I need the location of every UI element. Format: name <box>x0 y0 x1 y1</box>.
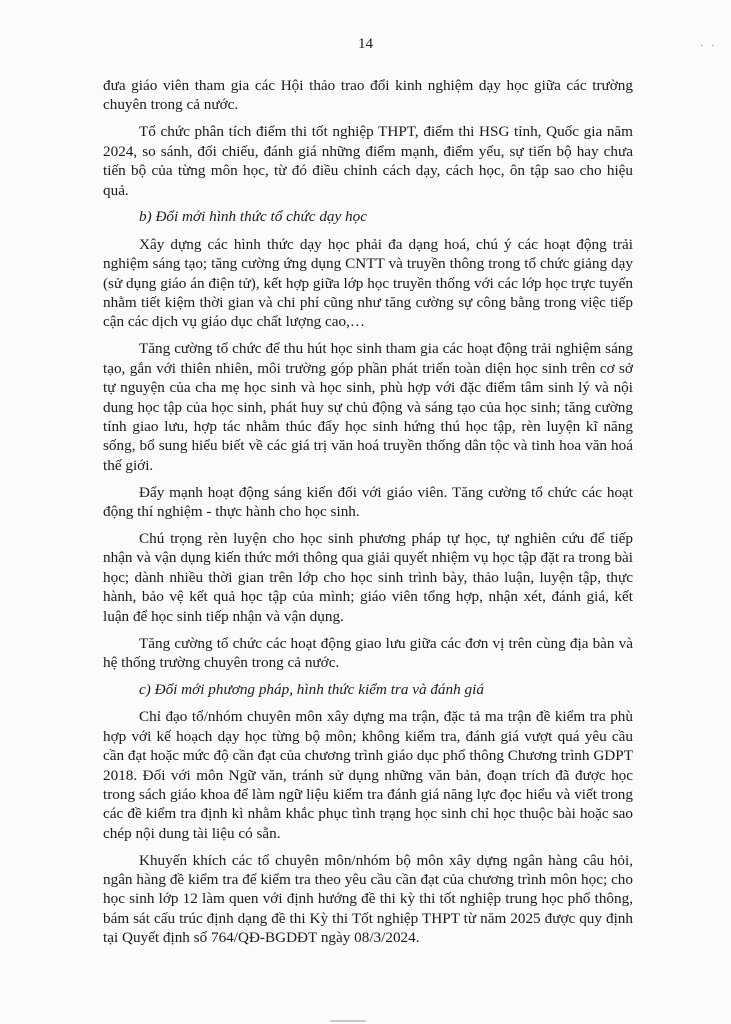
paragraph-continuation: đưa giáo viên tham gia các Hội thảo trao đổi kinh nghiệm dạy học giữa các trường chuyên trong cả nước. <box>103 77 633 114</box>
section-heading-c: c) Đổi mới phương pháp, hình thức kiểm tra và đánh giá <box>139 680 484 698</box>
paragraph-test-matrix: Chỉ đạo tổ/nhóm chuyên môn xây dựng ma trận, đặc tả ma trận đề kiểm tra phù hợp với kế hoạch dạy học từng bộ môn; không kiểm tra, đánh giá vượt quá yêu cầu cần đạt hoặc mức độ cần đạt của chương trình giáo dục phổ thông Chương trình GDPT 2018. Đối với môn Ngữ văn, tránh sử dụng những văn bản, đoạn trích đã được học trong sách giáo khoa để làm ngữ liệu kiểm tra đánh giá năng lực đọc hiểu và viết trong các đề kiểm tra định kì nhằm khắc phục tình trạng học sinh chỉ học thuộc bài hoặc sao chép nội dung tài liệu có sẵn. <box>103 708 633 842</box>
document-body <box>103 76 633 955</box>
section-heading-b: b) Đổi mới hình thức tổ chức dạy học <box>139 208 367 226</box>
paragraph-self-study: Chú trọng rèn luyện cho học sinh phương pháp tự học, tự nghiên cứu để tiếp nhận và vận dụng kiến thức mới thông qua giải quyết nhiệm vụ học tập đặt ra trong bài học; dành nhiều thời gian trên lớp cho học sinh trình bày, thảo luận, luyện tập, thực hành, bảo vệ kết quả học tập của mình; giáo viên tổng hợp, nhận xét, đánh giá, kết luận để học sinh tiếp nhận và vận dụng. <box>103 530 633 625</box>
paragraph-exam-analysis: Tổ chức phân tích điểm thi tốt nghiệp THPT, điểm thi HSG tỉnh, Quốc gia năm 2024, so sánh, đối chiếu, đánh giá những điểm mạnh, điểm yếu, sự tiến bộ hay chưa tiến bộ của từng môn học, từ đó điều chỉnh cách dạy, cách học, ôn tập sao cho hiệu quả. <box>103 123 633 199</box>
page-number: 14 <box>358 36 373 52</box>
paragraph-initiatives: Đẩy mạnh hoạt động sáng kiến đối với giáo viên. Tăng cường tổ chức các hoạt động thí nghiệm - thực hành cho học sinh. <box>103 483 633 521</box>
scan-edge-mark <box>330 1020 366 1022</box>
paragraph-exchange: Tăng cường tổ chức các hoạt động giao lưu giữa các đơn vị trên cùng địa bàn và hệ thống trường chuyên trong cả nước. <box>103 634 633 671</box>
paragraph-question-bank: Khuyến khích các tổ chuyên môn/nhóm bộ môn xây dựng ngân hàng câu hỏi, ngân hàng đề kiểm tra để kiểm tra theo yêu cầu cần đạt của chương trình môn học; cho học sinh lớp 12 làm quen với định hướng đề thi kỳ thi tốt nghiệp trung học phổ thông, bám sát cấu trúc định dạng đề thi Kỳ thi Tốt nghiệp THPT từ năm 2025 được quy định tại Quyết định số 764/QĐ-BGDĐT ngày 08/3/2024. <box>103 851 633 947</box>
scan-mark: . . <box>700 38 717 49</box>
paragraph-teaching-forms: Xây dựng các hình thức dạy học phải đa dạng hoá, chú ý các hoạt động trải nghiệm sáng tạo; tăng cường ứng dụng CNTT và truyền thông trong tổ chức giảng dạy (sử dụng giáo án điện tử), kết hợp giữa lớp học truyền thống với các lớp học trực tuyến nhằm tiết kiệm thời gian và chi phí cũng như tăng cường sự công bằng trong việc tiếp cận các dịch vụ giáo dục chất lượng cao,… <box>103 235 633 331</box>
paragraph-experiential-activities: Tăng cường tổ chức để thu hút học sinh tham gia các hoạt động trải nghiệm sáng tạo, gắn với thiên nhiên, môi trường góp phần phát triển toàn diện học sinh trên cơ sở tự nguyện của cha mẹ học sinh và học sinh, phù hợp với đặc điểm tâm sinh lý và nội dung học tập của học sinh, phát huy sự chủ động và sáng tạo của học sinh; tăng cường tính giao lưu, hợp tác nhằm thúc đẩy học sinh hứng thú học tập, rèn luyện kĩ năng sống, bổ sung hiểu biết về các giá trị văn hoá truyền thống dân tộc và tinh hoa văn hoá thế giới. <box>103 340 633 474</box>
